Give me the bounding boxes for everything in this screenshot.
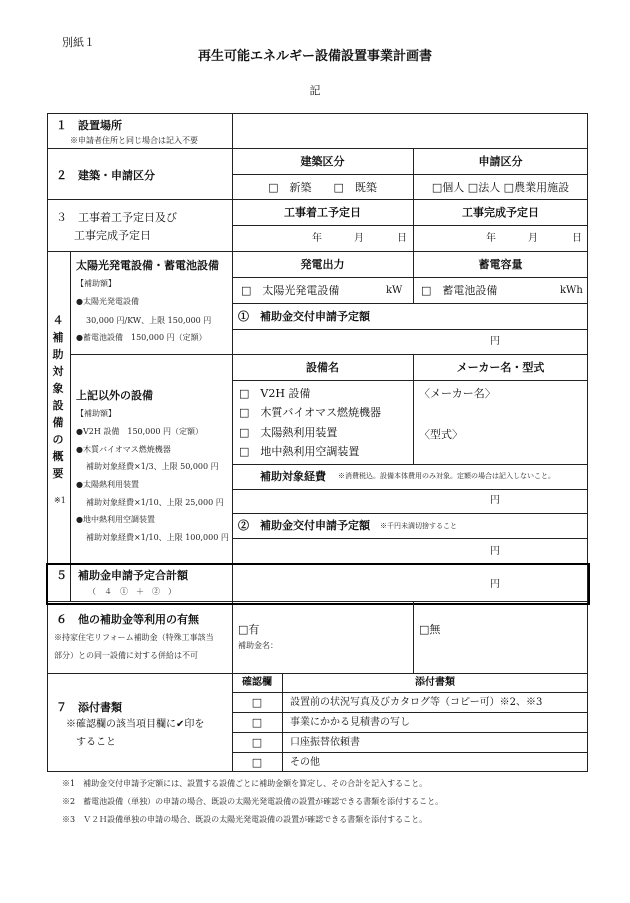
start-year: 年	[312, 233, 322, 244]
section4-note-ref: ※1	[54, 496, 66, 505]
section3-label-2: 工事完成予定日	[74, 229, 151, 242]
subsidy-amount-1-yen[interactable]: 円	[490, 336, 500, 347]
solar-thermal-rate: 補助対象経費×1/10、上限 25,000 円	[86, 498, 224, 507]
section6-note-1: ※持家住宅リフォーム補助金（特殊工事該当	[54, 633, 214, 642]
section5-formula: （ ４ ① ＋ ② ）	[88, 587, 176, 596]
eligible-cost-yen[interactable]: 円	[490, 495, 500, 506]
ki-label: 記	[309, 84, 321, 97]
solar-pv-rate-head: ●太陽光発電設備	[76, 297, 139, 306]
other-subsidy-head: 【補助額】	[76, 409, 116, 418]
install-location-field[interactable]	[233, 114, 587, 148]
start-month: 月	[354, 233, 364, 244]
footnote-3: ※3 Ｖ２Ｈ設備単独の申請の場合、既設の太陽光発電設備の設置が確認できる書類を添付すること。	[62, 815, 428, 824]
attachment-checkbox-2[interactable]: □	[251, 716, 263, 729]
apply-type-options[interactable]: □個人 □法人 □農業用施設	[431, 181, 570, 194]
solar-thermal-checkbox[interactable]: □ 太陽熱利用装置	[239, 426, 338, 439]
end-day: 日	[572, 233, 582, 244]
eligible-cost-label: 補助対象経費	[260, 470, 326, 483]
section7-label: ７ 添付書類	[56, 701, 122, 714]
solar-title: 太陽光発電設備・蓄電池設備	[76, 259, 219, 272]
battery-unit: kWh	[560, 285, 583, 296]
pv-checkbox[interactable]: □ 太陽光発電設備	[241, 284, 340, 297]
equipment-name-header: 設備名	[306, 361, 339, 374]
section3-label: ３ 工事着工予定日及び	[56, 211, 177, 224]
end-year: 年	[486, 233, 496, 244]
eligible-cost-note: ※消費税込。設備本体費用のみ対象。定額の場合は記入しないこと。	[338, 472, 555, 480]
other-equipment-title: 上記以外の設備	[76, 389, 153, 402]
appendix-label: 別紙１	[62, 36, 95, 49]
subsidy-amount-2-label: ② 補助金交付申請予定額	[238, 519, 370, 532]
geothermal-rate: 補助対象経費×1/10、上限 100,000 円	[86, 533, 229, 542]
start-date-header: 工事着工予定日	[284, 206, 361, 219]
solar-battery-rate: ●蓄電池設備 150,000 円（定額）	[76, 333, 207, 342]
v2h-checkbox[interactable]: □ V2H 設備	[239, 387, 311, 400]
build-type-options[interactable]: □ 新築 □ 既築	[268, 181, 377, 194]
attachment-item-1: 設置前の状況写真及びカタログ等（コピー可）※2、※3	[290, 697, 543, 708]
document-title: 再生可能エネルギー設備設置事業計画書	[197, 49, 432, 64]
attachment-checkbox-3[interactable]: □	[251, 736, 263, 749]
geothermal-rate-head: ●地中熱利用空調装置	[76, 515, 155, 524]
subsidy-amount-1-label: ① 補助金交付申請予定額	[238, 310, 370, 323]
check-column-header: 確認欄	[242, 677, 272, 688]
end-month: 月	[528, 233, 538, 244]
solar-thermal-rate-head: ●太陽熱利用装置	[76, 480, 139, 489]
output-header: 発電出力	[300, 258, 345, 271]
subsidy-name-field[interactable]: 補助金名：	[238, 641, 278, 650]
start-day: 日	[397, 233, 407, 244]
v2h-rate: ●V2H 設備 150,000 円（定額）	[76, 427, 203, 436]
other-subsidy-yes[interactable]: □有	[238, 623, 260, 636]
biomass-rate: 補助対象経費×1/3、上限 50,000 円	[86, 462, 219, 471]
maker-name-field[interactable]: 〈メーカー名〉	[419, 387, 496, 400]
footnote-1: ※1 補助金交付申請予定額には、設置する設備ごとに補助金額を算定し、その合計を記入すること。	[62, 779, 428, 788]
subsidy-amount-2-yen[interactable]: 円	[490, 546, 500, 557]
model-field[interactable]: 〈型式〉	[419, 428, 463, 441]
biomass-checkbox[interactable]: □ 木質バイオマス燃焼機器	[239, 406, 382, 419]
attachment-item-2: 事業にかかる見積書の写し	[290, 717, 410, 728]
attachment-item-4: その他	[290, 757, 320, 768]
attachments-column-header: 添付書類	[415, 677, 455, 688]
other-subsidy-no[interactable]: □無	[419, 623, 441, 636]
build-type-header: 建築区分	[300, 155, 345, 168]
solar-pv-rate: 30,000 円/KW、上限 150,000 円	[86, 316, 212, 325]
section1-label: １ 設置場所	[56, 119, 122, 132]
section5-label: ５ 補助金申請予定合計額	[56, 569, 188, 582]
section1-note: ※申請者住所と同じ場合は記入不要	[70, 136, 198, 145]
section7-note-1: ※確認欄の該当項目欄に✔印を	[66, 719, 205, 730]
attachment-checkbox-1[interactable]: □	[251, 696, 263, 709]
biomass-rate-head: ●木質バイオマス燃焼機器	[76, 445, 171, 454]
geothermal-checkbox[interactable]: □ 地中熱利用空調装置	[239, 445, 360, 458]
attachment-item-3: 口座振替依頼書	[290, 737, 360, 748]
subsidy-amount-2-note: ※千円未満切捨すること	[380, 522, 457, 530]
section2-label: ２ 建築・申請区分	[56, 169, 155, 182]
section7-note-2: すること	[76, 737, 116, 748]
pv-unit: kW	[386, 285, 403, 296]
total-amount-yen[interactable]: 円	[490, 579, 500, 590]
attachment-checkbox-4[interactable]: □	[251, 756, 263, 769]
section6-note-2: 部分）との同一設備に対する併給は不可	[54, 651, 198, 660]
section6-label: ６ 他の補助金等利用の有無	[56, 613, 199, 626]
capacity-header: 蓄電容量	[478, 258, 523, 271]
solar-subsidy-head: 【補助額】	[76, 279, 116, 288]
battery-checkbox[interactable]: □ 蓄電池設備	[421, 284, 498, 297]
end-date-header: 工事完成予定日	[462, 206, 539, 219]
section4-vertical-label: ４補助対象設備の概要	[52, 314, 64, 480]
apply-type-header: 申請区分	[478, 155, 523, 168]
maker-model-header: メーカー名・型式	[456, 361, 545, 374]
footnote-2: ※2 蓄電池設備（単独）の申請の場合、既設の太陽光発電設備の設置が確認できる書類を添付すること。	[62, 797, 444, 806]
